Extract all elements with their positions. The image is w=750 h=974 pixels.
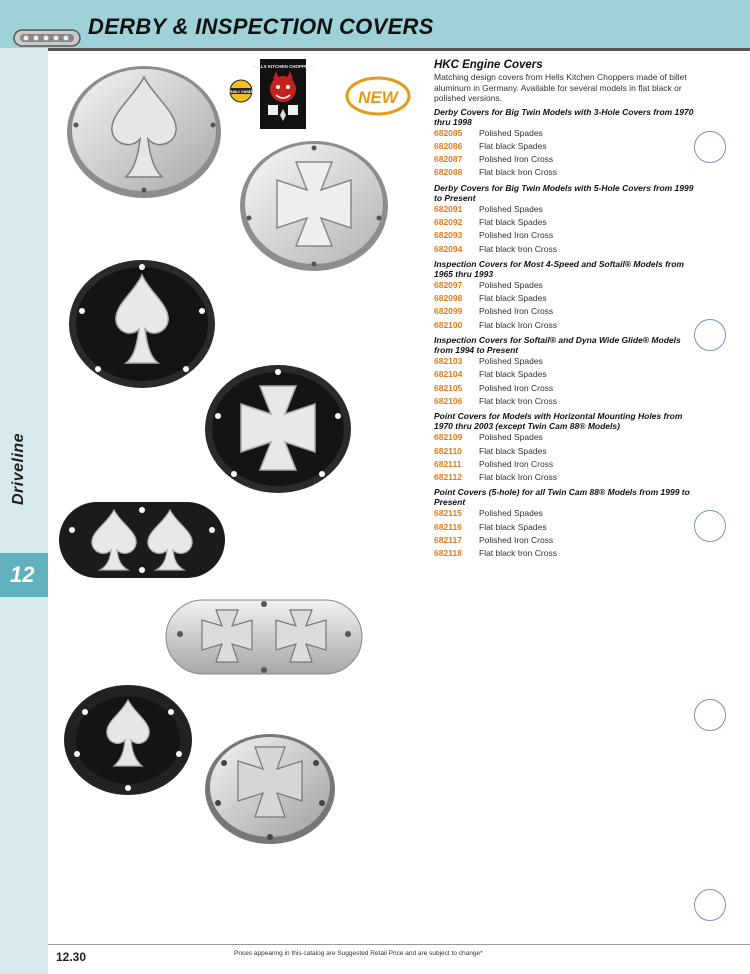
product-description: Matching design covers from Hells Kitchen Choppers made of billet aluminum in Germany. Available for several models in flat black or polished versions. xyxy=(434,72,687,103)
part-description: Polished Spades xyxy=(479,203,543,214)
part-description: Polished Spades xyxy=(479,356,543,367)
black-iron-cross-derby-cover-image xyxy=(204,364,352,494)
list-item xyxy=(434,140,696,153)
group-heading: Derby Covers for Big Twin Models with 5-Hole Covers from 1999 to Present xyxy=(434,182,694,203)
part-description: Flat black Spades xyxy=(479,216,547,227)
list-item xyxy=(434,127,696,140)
part-description: Flat black Spades xyxy=(479,293,547,304)
part-number: 682092 xyxy=(434,216,463,227)
part-number: 682116 xyxy=(434,521,462,532)
part-number: 682094 xyxy=(434,243,463,254)
part-number: 682093 xyxy=(434,230,463,241)
black-spade-point-cover-image xyxy=(63,684,193,796)
part-number: 682106 xyxy=(434,395,463,406)
product-title: HKC Engine Covers xyxy=(434,59,543,71)
list-item xyxy=(434,445,696,458)
part-description: Polished Iron Cross xyxy=(479,458,554,469)
part-number: 682088 xyxy=(434,167,463,178)
part-description: Flat black Iron Cross xyxy=(479,243,557,254)
part-description: Flat black Spades xyxy=(479,140,547,151)
group-heading: Point Covers (5-hole) for all Twin Cam 88® Models from 1999 to Present xyxy=(434,487,690,508)
list-item xyxy=(434,507,696,520)
polished-iron-cross-point-cover-image xyxy=(204,733,336,845)
list-item xyxy=(434,355,696,368)
part-description: Flat black Spades xyxy=(479,445,547,456)
part-description: Flat black Spades xyxy=(479,369,547,380)
new-badge-text: NEW xyxy=(358,88,398,107)
section-label: Driveline xyxy=(10,432,27,505)
part-number: 682097 xyxy=(434,279,463,290)
list-item xyxy=(434,431,696,444)
part-description: Polished Iron Cross xyxy=(479,154,554,165)
group-derby-5-hole xyxy=(434,183,696,256)
part-number: 682105 xyxy=(434,382,463,393)
part-description: Flat black Iron Cross xyxy=(479,319,557,330)
list-item xyxy=(434,305,696,318)
part-number: 682099 xyxy=(434,306,463,317)
group-point-twin-cam xyxy=(434,487,696,560)
part-number: 682112 xyxy=(434,472,462,483)
part-description: Polished Iron Cross xyxy=(479,382,554,393)
product-listing xyxy=(434,59,696,561)
list-item xyxy=(434,216,696,229)
list-item xyxy=(434,547,696,560)
list-item xyxy=(434,203,696,216)
part-description: Flat black Iron Cross xyxy=(479,472,557,483)
list-item xyxy=(434,292,696,305)
punch-hole xyxy=(694,319,726,351)
group-heading: Point Covers for Models with Horizontal Mounting Holes from 1970 thru 2003 (except Twin Cam 88® Models) xyxy=(434,411,683,432)
part-description: Flat black Spades xyxy=(479,521,547,532)
list-item xyxy=(434,279,696,292)
group-point-horizontal xyxy=(434,411,696,484)
part-description: Polished Iron Cross xyxy=(479,306,554,317)
part-number: 682086 xyxy=(434,140,463,151)
part-number: 682104 xyxy=(434,369,463,380)
chain-icon xyxy=(12,26,82,50)
group-heading: Inspection Covers for Most 4-Speed and Softail® Models from 1965 thru 1993 xyxy=(434,258,684,279)
part-description: Flat black Iron Cross xyxy=(479,395,557,406)
part-number: 682115 xyxy=(434,508,462,519)
group-heading: Derby Covers for Big Twin Models with 3-Hole Covers from 1970 thru 1998 xyxy=(434,106,694,127)
part-number: 682117 xyxy=(434,535,462,546)
part-description: Polished Iron Cross xyxy=(479,230,554,241)
footer-divider xyxy=(48,944,750,945)
list-item xyxy=(434,319,696,332)
black-spade-inspection-cover-image xyxy=(58,500,226,580)
list-item xyxy=(434,153,696,166)
section-number: 12 xyxy=(10,562,35,587)
footer-note: Prices appearing in this catalog are Suggested Retail Price and are subject to change* xyxy=(234,950,483,957)
part-description: Polished Spades xyxy=(479,127,543,138)
punch-hole xyxy=(694,699,726,731)
polished-iron-cross-derby-cover-image xyxy=(239,140,389,272)
part-description: Polished Spades xyxy=(479,432,543,443)
punch-hole xyxy=(694,510,726,542)
part-number: 682118 xyxy=(434,548,462,559)
part-description: Flat black Iron Cross xyxy=(479,548,557,559)
part-number: 682098 xyxy=(434,293,463,304)
family-owned-text: FAMILY OWNED xyxy=(228,90,254,94)
part-description: Polished Spades xyxy=(479,279,543,290)
part-description: Flat black Iron Cross xyxy=(479,167,557,178)
group-heading: Inspection Covers for Softail® and Dyna Wide Glide® Models from 1994 to Present xyxy=(434,335,681,356)
part-number: 682085 xyxy=(434,127,463,138)
polished-iron-cross-inspection-cover-image xyxy=(164,596,364,678)
list-item xyxy=(434,166,696,179)
part-number: 682100 xyxy=(434,319,463,330)
page-title: DERBY & INSPECTION COVERS xyxy=(88,14,434,39)
part-number: 682111 xyxy=(434,458,462,469)
list-item xyxy=(434,471,696,484)
logo-text: HELLS KITCHEN CHOPPERS xyxy=(251,64,315,69)
punch-hole xyxy=(694,131,726,163)
punch-hole xyxy=(694,889,726,921)
list-item xyxy=(434,534,696,547)
list-item xyxy=(434,229,696,242)
part-number: 682109 xyxy=(434,432,463,443)
header-divider xyxy=(48,48,750,51)
part-description: Polished Iron Cross xyxy=(479,535,554,546)
page-number: 12.30 xyxy=(56,950,87,964)
list-item xyxy=(434,458,696,471)
group-derby-3-hole xyxy=(434,107,696,180)
black-spade-derby-cover-image xyxy=(68,259,216,389)
part-description: Polished Spades xyxy=(479,508,543,519)
hells-kitchen-choppers-logo-image xyxy=(251,59,315,129)
new-badge-icon xyxy=(345,76,411,116)
part-number: 682103 xyxy=(434,356,463,367)
part-number: 682087 xyxy=(434,154,463,165)
family-owned-badge-image xyxy=(229,76,253,106)
list-item xyxy=(434,243,696,256)
list-item xyxy=(434,368,696,381)
list-item xyxy=(434,395,696,408)
list-item xyxy=(434,382,696,395)
list-item xyxy=(434,521,696,534)
group-inspection-4-speed xyxy=(434,259,696,332)
part-number: 682110 xyxy=(434,445,462,456)
group-inspection-softail-dyna xyxy=(434,335,696,408)
part-number: 682091 xyxy=(434,203,463,214)
polished-spade-derby-cover-image xyxy=(66,65,222,199)
